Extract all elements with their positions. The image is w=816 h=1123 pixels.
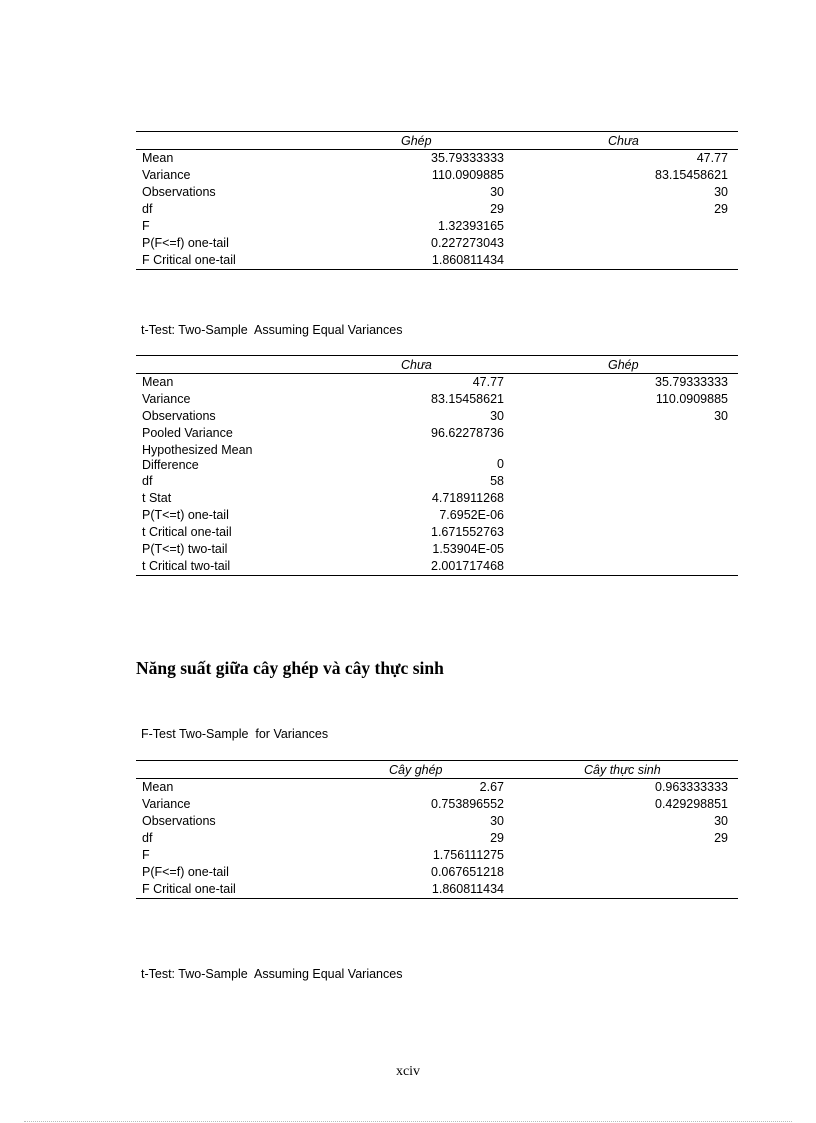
table-row bbox=[136, 796, 738, 813]
table-row bbox=[136, 507, 738, 524]
table-row bbox=[136, 779, 738, 796]
table-row bbox=[136, 442, 738, 473]
value-col-2: 30 bbox=[714, 409, 728, 423]
table-header bbox=[136, 356, 738, 374]
row-label: P(T<=t) one-tail bbox=[142, 508, 229, 522]
value-col-1: 0.227273043 bbox=[431, 236, 504, 250]
value-col-1: 1.671552763 bbox=[431, 525, 504, 539]
table-row bbox=[136, 150, 738, 167]
value-col-1: 29 bbox=[490, 202, 504, 216]
value-col-1: 1.53904E-05 bbox=[432, 542, 504, 556]
table-row bbox=[136, 541, 738, 558]
column-header-2: Cây thực sinh bbox=[584, 763, 661, 777]
t-test-caption-2: t-Test: Two-Sample Assuming Equal Variances bbox=[141, 967, 403, 981]
value-col-2: 47.77 bbox=[696, 151, 728, 165]
value-col-2: 83.15458621 bbox=[655, 168, 728, 182]
row-label: df bbox=[142, 202, 153, 216]
row-label: P(F<=f) one-tail bbox=[142, 236, 229, 250]
value-col-2: 35.79333333 bbox=[655, 375, 728, 389]
row-label: P(T<=t) two-tail bbox=[142, 542, 228, 556]
value-col-2: 30 bbox=[714, 814, 728, 828]
row-label: t Critical one-tail bbox=[142, 525, 232, 539]
column-header-1: Ghép bbox=[401, 134, 432, 148]
value-col-1: 83.15458621 bbox=[431, 392, 504, 406]
value-col-1: 47.77 bbox=[472, 375, 504, 389]
table-row bbox=[136, 235, 738, 252]
value-col-1: 4.718911268 bbox=[431, 491, 504, 505]
value-col-2: 0.429298851 bbox=[655, 797, 728, 811]
value-col-1: 1.756111275 bbox=[432, 848, 504, 862]
f-test-table-1 bbox=[136, 131, 738, 270]
value-col-1: 96.62278736 bbox=[431, 426, 504, 440]
table-row bbox=[136, 864, 738, 881]
column-header-2: Ghép bbox=[608, 358, 639, 372]
row-label: Variance bbox=[142, 797, 191, 811]
row-label: Hypothesized Mean Difference bbox=[142, 443, 253, 472]
row-label: t Stat bbox=[142, 491, 172, 505]
table-row bbox=[136, 524, 738, 541]
row-label: Observations bbox=[142, 814, 216, 828]
table-header bbox=[136, 761, 738, 779]
value-col-1: 110.0909885 bbox=[431, 168, 504, 182]
table-row bbox=[136, 558, 738, 575]
table-header bbox=[136, 132, 738, 150]
t-test-table-1 bbox=[136, 355, 738, 576]
column-header-2: Chưa bbox=[608, 134, 639, 148]
page-number: xciv bbox=[395, 1064, 421, 1079]
table-row bbox=[136, 374, 738, 391]
table-row bbox=[136, 847, 738, 864]
row-label: Pooled Variance bbox=[142, 426, 233, 440]
row-label: F Critical one-tail bbox=[142, 253, 236, 267]
row-label: Mean bbox=[142, 375, 174, 389]
section-heading: Năng suất giữa cây ghép và cây thực sinh bbox=[136, 658, 444, 678]
value-col-1: 0 bbox=[497, 457, 504, 471]
table-row bbox=[136, 184, 738, 201]
value-col-1: 30 bbox=[490, 185, 504, 199]
value-col-1: 30 bbox=[490, 409, 504, 423]
table-row bbox=[136, 252, 738, 269]
row-label: Observations bbox=[142, 409, 216, 423]
table-row bbox=[136, 490, 738, 507]
row-label: df bbox=[142, 474, 153, 488]
table-row bbox=[136, 425, 738, 442]
row-label: F bbox=[142, 848, 150, 862]
row-label: F Critical one-tail bbox=[142, 882, 236, 896]
row-label: P(F<=f) one-tail bbox=[142, 865, 229, 879]
page-bottom-divider bbox=[24, 1121, 792, 1122]
t-test-caption-1: t-Test: Two-Sample Assuming Equal Variances bbox=[141, 323, 403, 337]
value-col-1: 0.067651218 bbox=[431, 865, 504, 879]
table-row bbox=[136, 391, 738, 408]
row-label: Variance bbox=[142, 392, 191, 406]
table-row bbox=[136, 167, 738, 184]
f-test-table-2 bbox=[136, 760, 738, 899]
row-label: Mean bbox=[142, 780, 174, 794]
f-test-caption-2: F-Test Two-Sample for Variances bbox=[141, 727, 329, 741]
row-label: t Critical two-tail bbox=[142, 559, 231, 573]
value-col-1: 7.6952E-06 bbox=[439, 508, 504, 522]
value-col-1: 1.860811434 bbox=[431, 882, 504, 896]
table-row bbox=[136, 201, 738, 218]
table-row bbox=[136, 218, 738, 235]
row-label: Observations bbox=[142, 185, 216, 199]
row-label: Mean bbox=[142, 151, 174, 165]
value-col-1: 29 bbox=[490, 831, 504, 845]
value-col-1: 2.67 bbox=[479, 780, 504, 794]
value-col-1: 58 bbox=[490, 474, 504, 488]
value-col-2: 30 bbox=[714, 185, 728, 199]
value-col-1: 35.79333333 bbox=[431, 151, 504, 165]
column-header-1: Chưa bbox=[401, 358, 432, 372]
value-col-2: 110.0909885 bbox=[655, 392, 728, 406]
table-row bbox=[136, 881, 738, 898]
column-header-1: Cây ghép bbox=[389, 763, 443, 777]
table-row bbox=[136, 813, 738, 830]
value-col-1: 2.001717468 bbox=[431, 559, 504, 573]
table-row bbox=[136, 830, 738, 847]
row-label: df bbox=[142, 831, 153, 845]
row-label: Variance bbox=[142, 168, 191, 182]
table-row bbox=[136, 408, 738, 425]
value-col-2: 29 bbox=[714, 831, 728, 845]
value-col-1: 0.753896552 bbox=[431, 797, 504, 811]
value-col-1: 1.860811434 bbox=[431, 253, 504, 267]
value-col-1: 30 bbox=[490, 814, 504, 828]
table-row bbox=[136, 473, 738, 490]
row-label: F bbox=[142, 219, 150, 233]
value-col-2: 29 bbox=[714, 202, 728, 216]
value-col-2: 0.963333333 bbox=[655, 780, 728, 794]
value-col-1: 1.32393165 bbox=[437, 219, 504, 233]
